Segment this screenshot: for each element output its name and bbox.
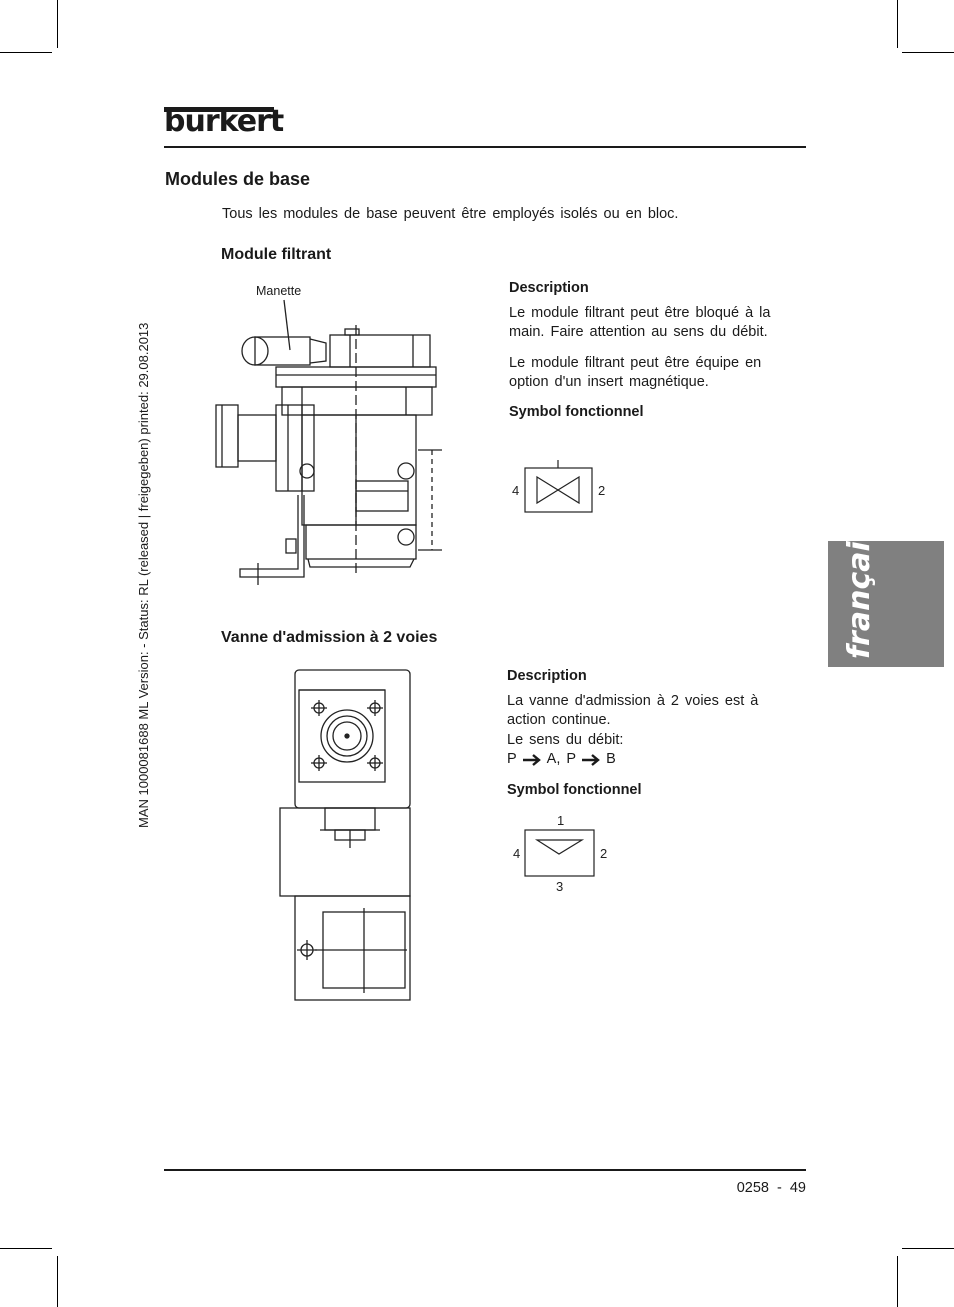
footer-rule <box>164 1169 806 1171</box>
port-2-label: 2 <box>598 483 606 498</box>
port-4-label: 4 <box>512 483 520 498</box>
valve-description-line: Le sens du débit: <box>507 732 624 748</box>
header-rule <box>164 146 806 148</box>
arrow-right-icon <box>581 753 601 767</box>
valve-symbol-heading: Symbol fonctionnel <box>507 782 642 798</box>
valve-description-line: action continue. <box>507 712 611 728</box>
port-4-label: 4 <box>513 846 521 861</box>
section-title: Modules de base <box>165 169 311 189</box>
port-1-label: 1 <box>557 813 565 828</box>
document-meta: MAN 1000081688 ML Version: - Status: RL (released | freigegeben) printed: 29.08.2013 <box>136 322 151 828</box>
filter-description-line: Le module filtrant peut être équipe en <box>509 355 762 371</box>
crop-mark <box>0 1248 52 1249</box>
port-2-label: 2 <box>600 846 608 861</box>
port-3-label: 3 <box>556 879 564 894</box>
burkert-logo: bürkert <box>164 104 284 139</box>
filter-description-heading: Description <box>509 280 589 296</box>
filter-module-drawing <box>210 295 470 585</box>
crop-mark <box>902 1248 954 1249</box>
filter-symbol-heading: Symbol fonctionnel <box>509 404 644 420</box>
valve-description-heading: Description <box>507 668 587 684</box>
filter-module-title: Module filtrant <box>221 246 332 263</box>
crop-mark <box>57 0 58 48</box>
filter-description-line: main. Faire attention au sens du débit. <box>509 324 768 340</box>
inlet-valve-drawing <box>275 668 420 1008</box>
flow-direction <box>507 750 616 770</box>
flow-port-a: A, P <box>546 751 577 767</box>
crop-mark <box>902 52 954 53</box>
arrow-right-icon <box>522 753 542 767</box>
valve-function-symbol <box>505 810 615 900</box>
inlet-valve-title: Vanne d'admission à 2 voies <box>221 629 438 646</box>
crop-mark <box>57 1256 58 1307</box>
drawing-label-manette: Manette <box>256 284 302 298</box>
flow-port-b: B <box>606 751 616 767</box>
valve-description-line: La vanne d'admission à 2 voies est à <box>507 693 759 709</box>
filter-description-line: Le module filtrant peut être bloqué à la <box>509 305 771 321</box>
flow-port-p: P <box>507 751 517 767</box>
language-tab <box>828 523 944 667</box>
page-number: 0258 - 49 <box>736 1180 806 1196</box>
crop-mark <box>897 0 898 48</box>
filter-description-line: option d'un insert magnétique. <box>509 374 709 390</box>
language-tab-label: français <box>842 523 877 659</box>
section-intro: Tous les modules de base peuvent être employés isolés ou en bloc. <box>222 206 679 222</box>
crop-mark <box>897 1256 898 1307</box>
crop-mark <box>0 52 52 53</box>
filter-function-symbol <box>505 455 615 525</box>
